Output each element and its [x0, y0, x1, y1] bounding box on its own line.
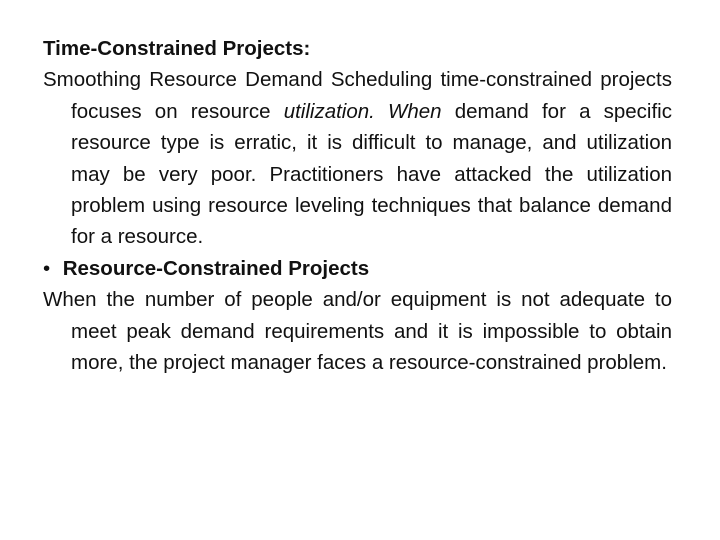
bullet-item — [43, 253, 672, 284]
time-constrained-paragraph — [43, 64, 672, 252]
bullet-label: Resource-Constrained Projects — [62, 256, 370, 280]
bullet-icon: • — [43, 256, 51, 280]
resource-constrained-paragraph: When the number of people and/or equipment is not adequate to meet peak demand requirements and it is impossible to obtain more, the project manager faces a resource-constrained problem. — [43, 288, 672, 375]
section-heading: Time-Constrained Projects: — [43, 37, 311, 60]
emphasized-text: utilization. When — [283, 99, 442, 123]
paragraph-text-start: Smoothing Resource Demand Scheduling time-constrained projects focuses on resource — [43, 68, 672, 123]
paragraph-text-end: demand for a specific resource type is erratic, it is difficult to manage, and utilization may be very poor. Practitioners have attacked the utilization problem using resource leveling techniques that balance demand for a resource. — [71, 99, 672, 249]
